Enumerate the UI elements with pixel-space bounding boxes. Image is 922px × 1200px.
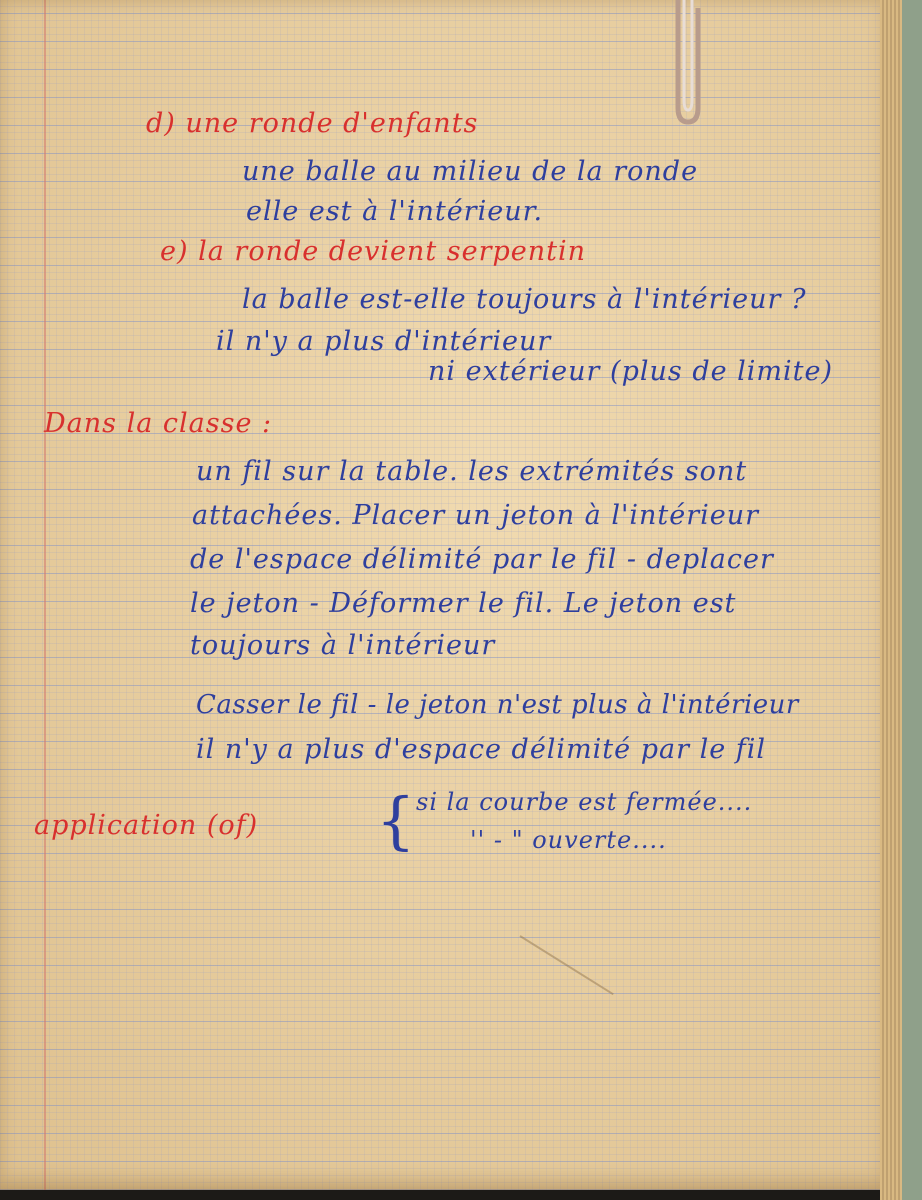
section-d-line: elle est à l'intérieur.	[246, 196, 544, 227]
curly-brace: {	[376, 784, 416, 857]
classe-line: attachées. Placer un jeton à l'intérieur	[192, 500, 760, 531]
classe-heading: Dans la classe :	[44, 408, 273, 439]
application-label: application (of)	[34, 810, 259, 841]
stacked-page-edges	[880, 0, 902, 1200]
section-e-line: ni extérieur (plus de limite)	[428, 356, 834, 387]
section-e-line: il n'y a plus d'intérieur	[216, 326, 552, 357]
casser-line: il n'y a plus d'espace délimité par le fil	[196, 734, 767, 765]
casser-line: Casser le fil - le jeton n'est plus à l'intérieur	[196, 690, 799, 720]
notebook-cover-edge	[902, 0, 922, 1200]
classe-line: le jeton - Déformer le fil. Le jeton est	[190, 588, 737, 619]
section-d-line: une balle au milieu de la ronde	[242, 156, 699, 187]
section-e-heading: e) la ronde devient serpentin	[160, 236, 587, 267]
application-case: si la courbe est fermée....	[416, 788, 753, 816]
classe-line: toujours à l'intérieur	[190, 630, 496, 661]
classe-line: un fil sur la table. les extrémités sont	[196, 456, 748, 487]
paper-crease	[519, 935, 613, 995]
paper-clip-icon	[668, 0, 708, 128]
section-e-line: la balle est-elle toujours à l'intérieur ?	[242, 284, 807, 315]
section-d-heading: d) une ronde d'enfants	[146, 108, 479, 139]
application-case: '' - " ouverte....	[470, 826, 667, 854]
classe-line: de l'espace délimité par le fil - deplacer	[190, 544, 774, 575]
